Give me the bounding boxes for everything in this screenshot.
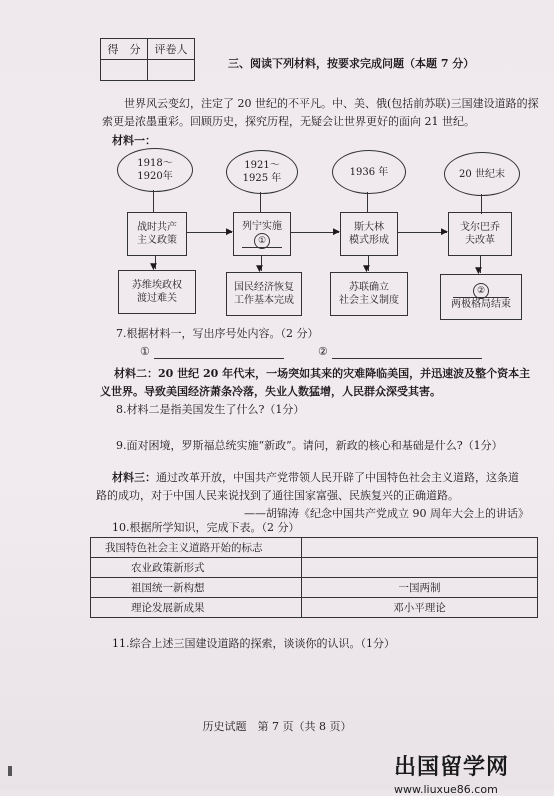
connector <box>153 190 154 212</box>
material3-label: 材料三： <box>112 471 156 484</box>
score-cell <box>101 60 148 81</box>
score-table <box>100 38 195 81</box>
result-box-4 <box>440 274 522 320</box>
policy-4-line-2: 夫改革 <box>465 235 495 246</box>
period-oval-2 <box>226 150 298 194</box>
oval-2-line-2: 1925 年 <box>242 173 282 184</box>
policy-box-3 <box>340 212 398 256</box>
arrowhead-down-icon: ▼ <box>256 264 263 274</box>
arrowhead-down-icon: ▼ <box>475 266 482 276</box>
row-value: 邓小平理论 <box>302 598 538 618</box>
row-label: 我国特色社会主义道路开始的标志 <box>91 538 302 558</box>
result-box-2 <box>226 272 302 316</box>
blank-2 <box>453 283 509 298</box>
watermark-url: www.liuxue86.com <box>394 783 498 796</box>
oval-1-line-2: 1920年 <box>137 171 173 182</box>
result-2-line-1: 国民经济恢复 <box>234 282 294 293</box>
policy-box-1 <box>127 212 187 256</box>
policy-3-line-1: 斯大林 <box>354 222 384 233</box>
arrowhead-icon: ▶ <box>333 227 340 237</box>
result-1-line-2: 渡过难关 <box>137 293 177 304</box>
arrow-right <box>290 232 339 233</box>
intro-line-1: 世界风云变幻，注定了 20 世纪的不平凡。中、美、俄(包括前苏联)三国建设道路的探 <box>124 97 539 110</box>
section-title: 三、阅读下列材料，按要求完成问题（本题 7 分） <box>228 57 475 70</box>
oval-1-line-1: 1918～ <box>137 158 173 169</box>
question-7: 7.根据材料一，写出序号处内容。（2 分） <box>116 327 319 340</box>
policy-box-2 <box>233 212 291 256</box>
period-oval-1 <box>117 148 193 192</box>
connector <box>367 192 368 212</box>
material2-line-2: 义世界。导致美国经济萧条冷落，失业人数猛增，人民群众深受其害。 <box>100 385 441 398</box>
result-2-line-2: 工作基本完成 <box>234 295 294 306</box>
table-row <box>91 578 538 598</box>
watermark-title: 出国留学网 <box>394 755 510 780</box>
arrowhead-down-icon: ▼ <box>363 264 370 274</box>
blank-2-marker: ② <box>473 283 489 299</box>
result-4-line-2: 两极格局结束 <box>451 299 511 310</box>
page-footer: 历史试题 第 7 页（共 8 页） <box>202 720 352 733</box>
table-row <box>91 598 538 618</box>
result-box-3 <box>330 272 408 316</box>
arrow-right <box>397 232 447 233</box>
question-11: 11.综合上述三国建设道路的探索，谈谈你的认识。（1分） <box>112 637 395 650</box>
row-value[interactable] <box>302 558 538 578</box>
table-row <box>91 538 538 558</box>
connector <box>481 194 482 214</box>
material2-line-1 <box>114 366 530 382</box>
oval-3-line-1: 1936 年 <box>349 166 389 178</box>
material3-source: ——胡锦涛《纪念中国共产党成立 90 周年大会上的讲话》 <box>244 507 529 520</box>
result-3-line-1: 苏联确立 <box>349 282 389 293</box>
connector <box>260 192 261 212</box>
q7-answer-line-1[interactable] <box>154 358 284 359</box>
q7-blank-2-label: ② <box>318 345 328 358</box>
table-row <box>91 558 538 578</box>
material2-label: 材料二： <box>114 367 158 380</box>
q10-table <box>90 537 538 618</box>
result-3-line-2: 社会主义制度 <box>339 295 399 306</box>
arrowhead-icon: ▶ <box>441 227 448 237</box>
row-label: 农业政策新形式 <box>91 558 302 578</box>
row-label: 理论发展新成果 <box>91 598 302 618</box>
blank-1 <box>242 233 282 248</box>
q7-answer-line-2[interactable] <box>332 358 482 359</box>
question-8: 8.材料二是指美国发生了什么?（1分） <box>116 403 305 416</box>
material3-line-1 <box>112 470 519 486</box>
policy-box-4 <box>448 212 512 256</box>
q7-blank-1-label: ① <box>140 345 150 358</box>
result-box-1 <box>118 270 196 314</box>
question-9: 9.面对困境，罗斯福总统实施“新政”。请问，新政的核心和基础是什么?（1分） <box>116 439 503 452</box>
intro-line-2: 索更是浓墨重彩。回顾历史，探究历程，无疑会让世界更好的面向 21 世纪。 <box>102 115 475 128</box>
scan-mark <box>8 766 12 776</box>
material2-text-1: 20 世纪 20 年代末，一场突如其来的灾难降临美国，并迅速波及整个资本主 <box>158 367 531 380</box>
policy-1-line-2: 主义政策 <box>137 235 177 246</box>
score-header: 得 分 <box>101 39 148 60</box>
question-10: 10.根据所学知识，完成下表。（2 分） <box>112 521 300 534</box>
blank-1-marker: ① <box>254 233 270 249</box>
result-1-line-1: 苏维埃政权 <box>132 280 182 291</box>
policy-3-line-2: 模式形成 <box>349 235 389 246</box>
material3-line-2: 路的成功，对于中国人民来说找到了通往国家富强、民族复兴的正确道路。 <box>96 489 459 502</box>
material3-text-1: 通过改革开放，中国共产党带领人民开辟了中国特色社会主义道路，这条道 <box>156 471 519 484</box>
policy-2-line-1: 列宁实施 <box>242 221 282 232</box>
arrowhead-icon: ▶ <box>226 227 233 237</box>
period-oval-4 <box>444 152 520 196</box>
period-oval-3 <box>332 150 406 194</box>
grader-cell <box>148 60 195 81</box>
policy-4-line-1: 戈尔巴乔 <box>460 222 500 233</box>
row-value[interactable] <box>302 538 538 558</box>
oval-2-line-1: 1921～ <box>244 160 280 171</box>
row-label: 祖国统一新构想 <box>91 578 302 598</box>
policy-1-line-1: 战时共产 <box>137 222 177 233</box>
grader-header: 评卷人 <box>148 39 195 60</box>
watermark-logo <box>394 750 509 796</box>
oval-4-line-1: 20 世纪末 <box>459 168 505 180</box>
row-value: 一国两制 <box>302 578 538 598</box>
arrowhead-down-icon: ▼ <box>150 262 157 272</box>
material1-label: 材料一： <box>112 134 156 147</box>
